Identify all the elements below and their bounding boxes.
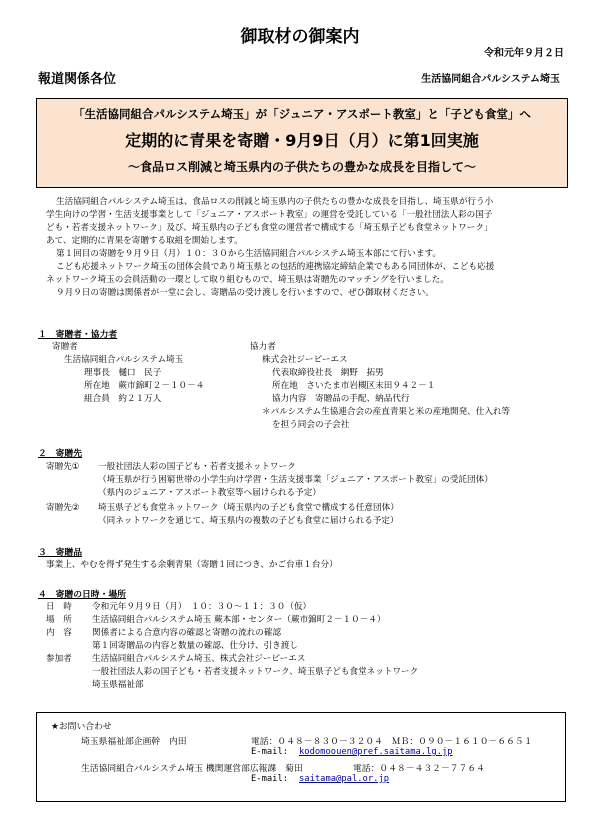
recipient1-note: （県内のジュニア・アスポート教室等へ届けられる予定） [98, 488, 321, 498]
coop-label: 協力者 [250, 342, 276, 352]
contact1-email-link[interactable]: kodomoouen@pref.saitama.lg.jp [299, 747, 453, 757]
content-value: 関係者による合意内容の確認と寄贈の流れの確認 [92, 628, 282, 638]
contact2-email-label: E-mail: [251, 774, 289, 784]
coop-rep: 代表取締役社長 網野 拓男 [272, 368, 384, 378]
sender: 生活協同組合パルシステム埼玉 [421, 74, 560, 85]
recipient2-label: 寄贈先② [46, 503, 80, 513]
section2-heading: ２ 寄贈先 [38, 449, 82, 459]
donor-members: 組合員 約２１万人 [84, 394, 162, 404]
coop-note: を担う同会の子会社 [272, 420, 350, 430]
intro-line: こども応援ネットワーク埼玉の団体会員であり埼玉県との包括的連携協定締結企業でもある同団体が、こども応援 [56, 262, 495, 272]
donor-label: 寄贈者 [52, 342, 78, 352]
intro-line: 第１回目の寄贈を９月９日（月）１０：３０から生活協同組合パルシステム埼玉本部にて行います。 [56, 249, 441, 259]
coop-note: ＊パルシステム生協連合会の産直青果と米の産地開発、仕入れ等 [262, 407, 511, 417]
headline-line2: 定期的に青果を寄贈・9月9日（月）に第1回実施 [125, 131, 479, 150]
attendees-value: 埼玉県福祉部 [92, 680, 144, 690]
datetime-value: 令和元年９月９日（月） １０：３０～１１：３０（仮） [92, 602, 312, 612]
datetime-label: 日 時 [46, 602, 72, 612]
contact-box [36, 712, 566, 802]
section3-heading: ３ 寄贈品 [38, 548, 82, 558]
intro-line: あて、定期的に青果を寄贈する取組を開始します。 [46, 236, 243, 246]
intro-text [46, 196, 566, 300]
attendees-label: 参加者 [46, 654, 72, 664]
contact2-phone: 電話：０４８－４３２－７７６４ [353, 764, 485, 774]
recipient2-note: （同ネットワークを通じて、埼玉県内の複数の子ども食堂に届けられる予定） [98, 516, 399, 526]
coop-name: 株式会社ジーピーエス [262, 355, 348, 365]
attendees-value: 一般社団法人彩の国子ども・若者支援ネットワーク、埼玉県子ども食堂ネットワーク [92, 667, 419, 677]
attendees-value: 生活協同組合パルシステム埼玉、株式会社ジーピーエス [92, 654, 306, 664]
place-value: 生活協同組合パルシステム埼玉 蕨本部・センター（蕨市錦町２－１０－４） [92, 615, 386, 625]
recipient2-name: 埼玉県子ども食堂ネットワーク（埼玉県内の子ども食堂で構成する任意団体） [98, 503, 399, 513]
donor-name: 生活協同組合パルシステム埼玉 [64, 355, 184, 365]
intro-line: ども・若者支援ネットワーク」及び、埼玉県内の子ども食堂の運営者で構成する「埼玉県子ども食堂ネットワーク」 [46, 223, 493, 233]
recipient1-name: 一般社団法人彩の国子ども・若者支援ネットワーク [98, 462, 296, 472]
content-value: 第１回寄贈品の内容と数量の確認、仕分け、引き渡し [92, 641, 298, 651]
contact-heading: ★お問い合わせ [51, 722, 112, 732]
coop-address: 所在地 さいたま市岩槻区末田９４２－１ [272, 381, 436, 391]
section1-heading: １ 寄贈者・協力者 [38, 330, 118, 340]
place-label: 場 所 [46, 615, 72, 625]
contact1-phone: 電話：０４８－８３０－３２０４ ＭＢ：０９０－１６１０－６６５１ [251, 737, 533, 747]
page-title: 御取材の御案内 [240, 27, 360, 47]
headline-box [36, 98, 568, 188]
coop-content: 協力内容 寄贈品の手配、納品代行 [272, 394, 410, 404]
contact2-org: 生活協同組合パルシステム埼玉 機関運営部広報課 菊田 [81, 764, 303, 774]
intro-line: ９月９日の寄贈は関係者が一堂に会し、寄贈品の受け渡しを行いますので、ぜひ御取材ください。 [56, 288, 434, 298]
headline-line1: 「生活協同組合パルシステム埼玉」が「ジュニア・アスポート教室」と「子ども食堂」へ [73, 107, 531, 121]
contact2-email-link[interactable]: saitama@pal.or.jp [299, 774, 390, 784]
intro-line: 生活協同組合パルシステム埼玉は、食品ロスの削減と埼玉県内の子供たちの豊かな成長を目指し、埼玉県が行う小 [56, 197, 494, 207]
donor-address: 所在地 蕨市錦町２－１０－４ [84, 381, 205, 391]
contact1-email-label: E-mail: [251, 747, 289, 757]
contact1-org: 埼玉県福祉部企画幹 内田 [81, 737, 187, 747]
recipient1-note: （埼玉県が行う困窮世帯の小学生向け学習・生活支援事業「ジュニア・アスポート教室」の受託団体） [98, 475, 493, 485]
intro-line: 学生向けの学習・生活支援事業として「ジュニア・アスポート教室」の運営を受託している「一般社団法人彩の国子 [46, 210, 493, 220]
donation-items: 事業上、やむを得ず発生する余剰青果（寄贈１回につき、かご台車１台分） [46, 560, 338, 570]
recipient1-label: 寄贈先① [46, 462, 80, 472]
intro-line: ネットワーク埼玉の会員活動の一環として取り組むもので、埼玉県は寄贈先のマッチングを行いました。 [46, 275, 449, 285]
issue-date: 令和元年９月２日 [484, 48, 564, 59]
section4-heading: ４ 寄贈の日時・場所 [38, 590, 126, 600]
headline-subtitle: ～食品ロス削減と埼玉県内の子供たちの豊かな成長を目指して～ [127, 160, 476, 174]
donor-rep: 理事長 樋口 民子 [84, 368, 162, 378]
recipient: 報道関係各位 [38, 72, 117, 87]
content-label: 内 容 [46, 628, 72, 638]
